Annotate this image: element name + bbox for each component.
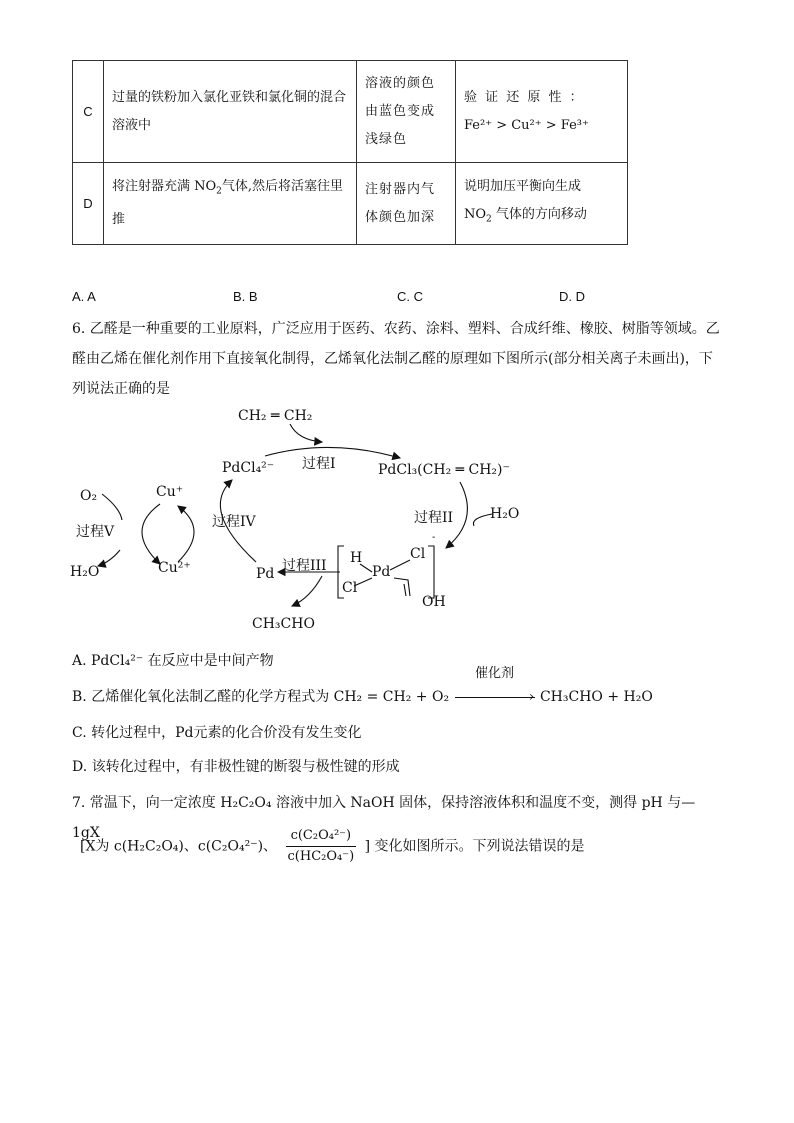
option-b-equation-left: B. 乙烯催化氧化法制乙醛的化学方程式为 CH₂ = CH₂ + O₂ (72, 689, 450, 705)
q7-stem-pre: [X为 c(H₂C₂O₄)、c(C₂O₄²⁻)、 (80, 838, 278, 855)
complex-right-bracket (428, 546, 434, 598)
complex-h-label: H (350, 550, 363, 566)
process3-label: 过程III (282, 558, 327, 574)
phenomenon-cell: 注射器内气体颜色加深 (357, 163, 456, 245)
table-row (73, 61, 628, 163)
conclusion-cell (456, 61, 628, 163)
experiment-cell: 过量的铁粉加入氯化亚铁和氯化铜的混合溶液中 (104, 61, 357, 163)
q6-option-a[interactable]: A. PdCl₄²⁻ 在反应中是中间产物 (72, 653, 274, 669)
experiment-text-b: 气体,然后将活塞往里推 (112, 179, 344, 227)
pdcl4-label: PdCl₄²⁻ (222, 460, 275, 476)
complex-cl2-label: Cl (342, 580, 358, 596)
options-table (72, 60, 628, 245)
cu2-plus-label: Cu²⁺ (158, 560, 191, 576)
q7-stem-line1: 7. 常温下，向一定浓度 H₂C₂O₄ 溶液中加入 NaOH 固体，保持溶液体积和温度不变，测得 pH 与—1gX (72, 795, 696, 841)
process5-label: 过程V (76, 524, 115, 540)
pdcl3-complex-label: PdCl₃(CH₂ ═ CH₂)⁻ (378, 462, 510, 478)
q6-option-c[interactable]: C. 转化过程中，Pd元素的化合价没有发生变化 (72, 725, 362, 741)
table-row (73, 163, 628, 245)
acetaldehyde-out-arrow (292, 576, 322, 606)
acetaldehyde-label: CH₃CHO (252, 616, 315, 632)
water-out-arrow (98, 550, 120, 566)
experiment-text-a: 将注射器充满 NO (112, 179, 217, 195)
complex-bond-h (360, 564, 372, 572)
cu-oxidation-arrow (142, 504, 160, 564)
q6-option-d[interactable]: D. 该转化过程中，有非极性键的断裂与极性键的形成 (72, 759, 400, 775)
q7-stem-line2 (80, 826, 730, 882)
o2-label: O₂ (80, 488, 98, 504)
choice-c[interactable]: C. C (397, 289, 423, 304)
water-output-label: H₂O (70, 564, 100, 580)
reaction-cycle-diagram (60, 400, 640, 640)
process1-label: 过程I (302, 456, 336, 472)
ratio-denominator: c(HC₂O₄⁻) (287, 849, 355, 864)
cu-reduction-arrow (178, 506, 194, 562)
complex-bond-vinyl (394, 578, 410, 596)
complex-cl1-label: Cl (410, 546, 426, 562)
concentration-ratio (286, 826, 357, 867)
complex-charge-label: - (432, 532, 436, 543)
process2-label: 过程II (414, 510, 454, 526)
ratio-numerator: c(C₂O₄²⁻) (286, 826, 357, 847)
experiment-cell: 将注射器充满 $NO_2$气体,然后将活塞往里推 (104, 163, 357, 245)
process4-label: 过程IV (212, 514, 256, 530)
conclusion-cell: 说明加压平衡向生成 $NO_2$ 气体的方向移动 (456, 163, 628, 245)
q6-option-b[interactable] (72, 666, 722, 712)
catalyst-arrow: 催化剂 › (454, 682, 536, 712)
pd-label: Pd (256, 566, 275, 582)
choice-b[interactable]: B. B (233, 289, 258, 304)
complex-double-bond (404, 584, 406, 596)
q6-stem-line1: 6. 乙醛是一种重要的工业原料，广泛应用于医药、农药、涂料、塑料、合成纤维、橡胶、树脂等领域。乙 (72, 321, 720, 337)
complex-bond-cl1 (390, 560, 410, 570)
o2-feed-line (102, 494, 122, 520)
row-letter: D (73, 163, 104, 245)
q7-stem-post: ] 变化如图所示。下列说法错误的是 (364, 838, 585, 855)
conclusion-text-a: 说明加压平衡向生成 (464, 179, 582, 195)
choice-d[interactable]: D. D (559, 289, 585, 304)
phenomenon-cell: 溶液的颜色由蓝色变成浅绿色 (357, 61, 456, 163)
complex-pd-label: Pd (372, 564, 391, 580)
option-b-equation-right: CH₃CHO + H₂O (539, 689, 653, 705)
conclusion-text-b: NO (464, 207, 487, 223)
ethylene-feed-arrow (290, 424, 322, 442)
complex-oh-label: OH (422, 594, 446, 610)
conclusion-formula: Fe²⁺ > Cu²⁺ > Fe³⁺ (464, 117, 589, 133)
cu-plus-label: Cu⁺ (156, 484, 184, 500)
choice-a[interactable]: A. A (72, 289, 96, 304)
q6-stem-line2: 醛由乙烯在催化剂作用下直接氧化制得，乙烯氧化法制乙醛的原理如下图所示(部分相关离子未画出)，下 (72, 351, 713, 367)
conclusion-label: 验 证 还 原 性 ： (464, 89, 585, 105)
conclusion-text-c: 气体的方向移动 (495, 207, 587, 223)
q6-stem-line3: 列说法正确的是 (72, 381, 170, 397)
row-letter: C (73, 61, 104, 163)
ethylene-label: CH₂ ═ CH₂ (238, 408, 313, 424)
water-input-label: H₂O (490, 506, 520, 522)
catalyst-label: 催化剂 (475, 666, 515, 681)
